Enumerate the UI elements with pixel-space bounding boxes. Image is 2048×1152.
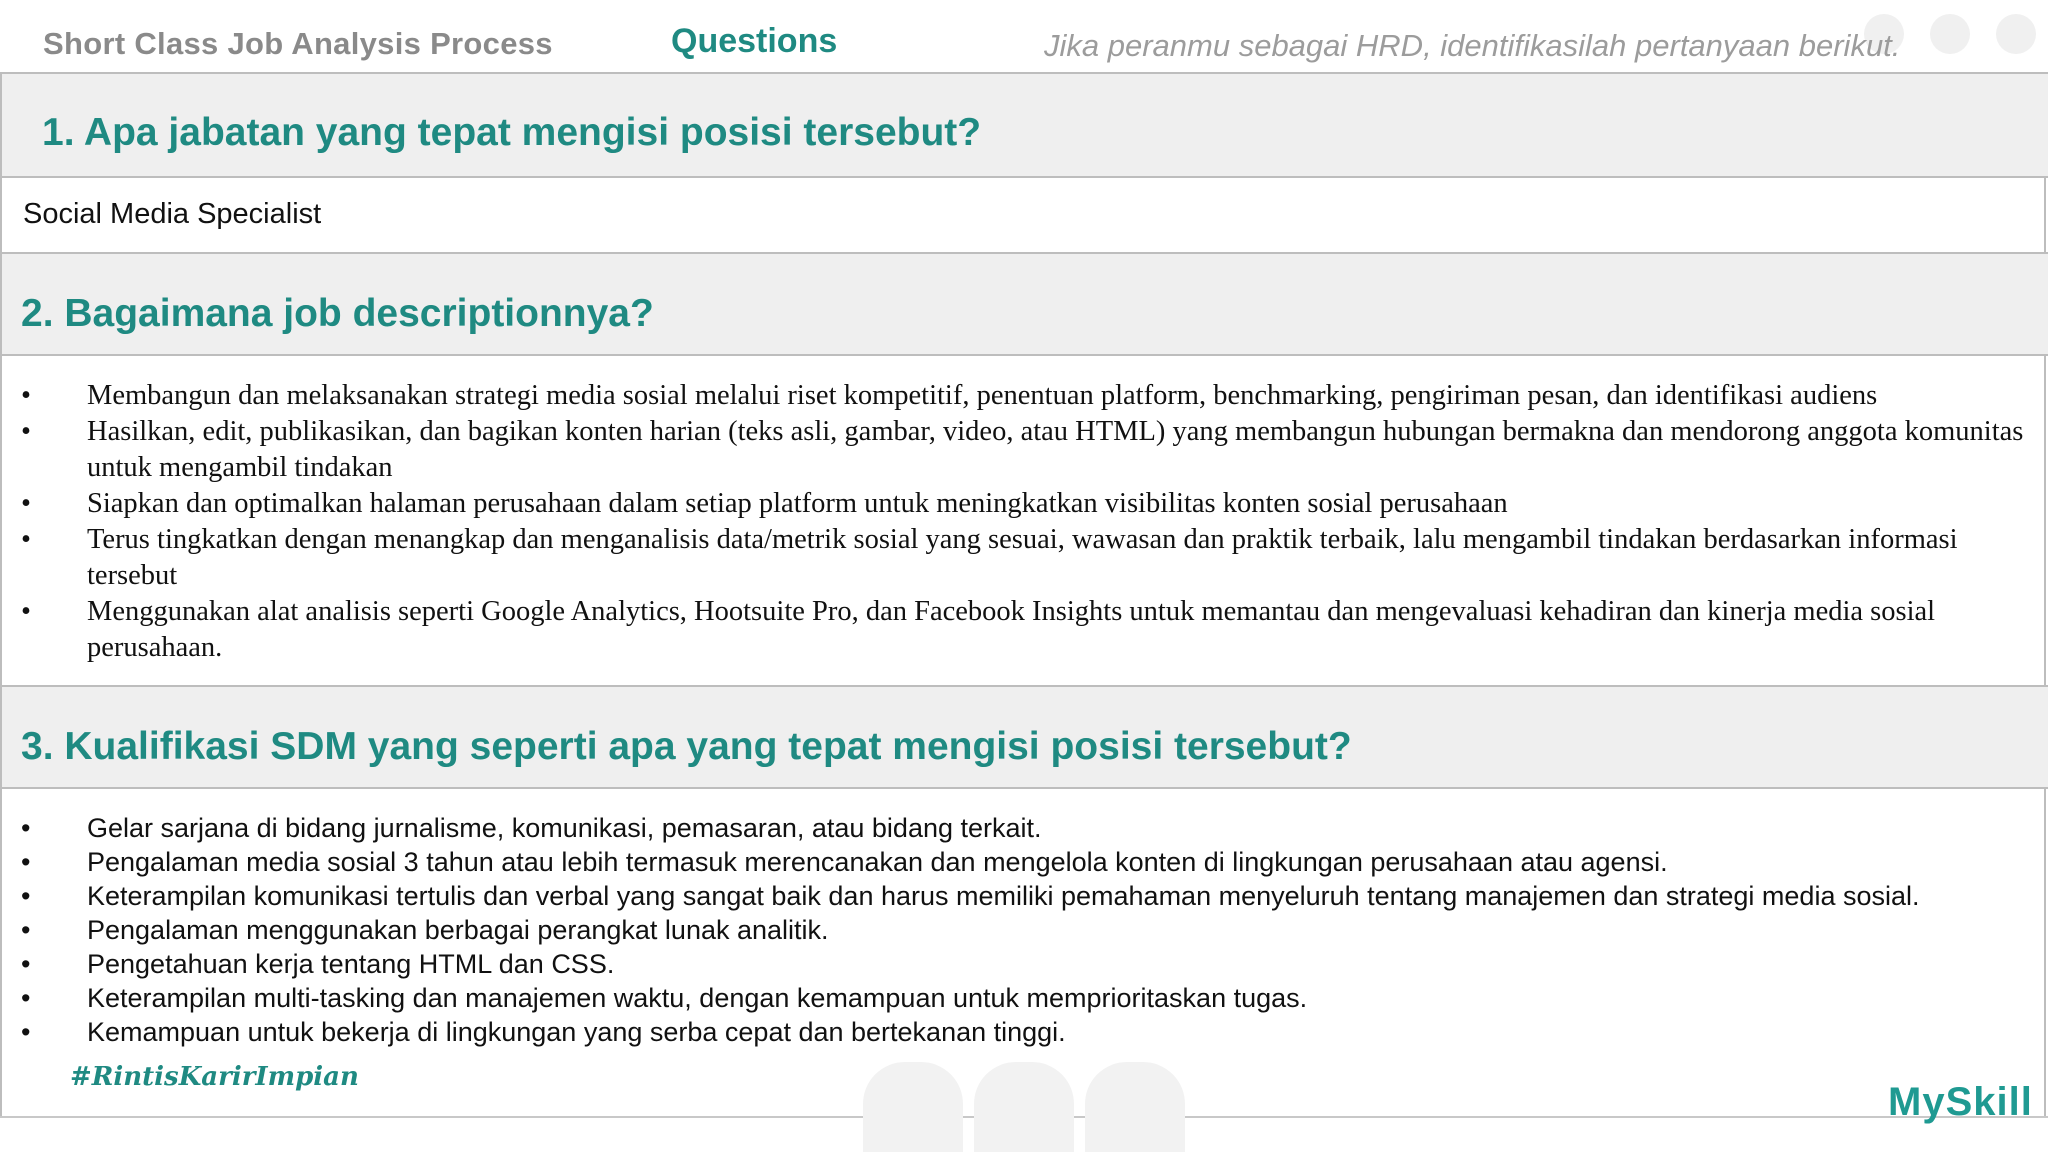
job-description-list: [2, 378, 2044, 666]
decorative-arch: [974, 1062, 1074, 1152]
list-item: • Siapkan dan optimalkan halaman perusahaan dalam setiap platform untuk meningkatkan visibilitas konten sosial perusahaan: [2, 486, 2044, 522]
list-item: • Pengalaman media sosial 3 tahun atau lebih termasuk merencanakan dan mengelola konten di lingkungan perusahaan atau agensi.: [21, 847, 1668, 877]
list-item: • Pengalaman menggunakan berbagai perangkat lunak analitik.: [21, 915, 829, 945]
decorative-dot: [1996, 14, 2036, 54]
bullet: •: [21, 596, 31, 627]
question-3-heading: 3. Kualifikasi SDM yang seperti apa yang tepat mengisi posisi tersebut?: [21, 725, 1352, 768]
decorative-arch: [1085, 1062, 1185, 1152]
bullet: •: [21, 380, 31, 411]
question-1-heading: 1. Apa jabatan yang tepat mengisi posisi tersebut?: [42, 111, 982, 154]
bullet: •: [21, 915, 31, 945]
bullet: •: [21, 983, 31, 1013]
bullet: •: [21, 813, 31, 843]
bullet: •: [21, 1017, 31, 1047]
instruction-text: Jika peranmu sebagai HRD, identifikasilah pertanyaan berikut.: [1044, 28, 1901, 63]
bullet: •: [21, 949, 31, 979]
list-item: • Keterampilan multi-tasking dan manajemen waktu, dengan kemampuan untuk memprioritaskan tugas.: [21, 983, 1308, 1013]
list-item: • Keterampilan komunikasi tertulis dan verbal yang sangat baik dan harus memiliki pemahaman menyeluruh tentang manajemen dan strategi media sosial.: [21, 881, 1920, 911]
question-3-bar: [2, 685, 2048, 789]
hashtag: #RintisKarirImpian: [70, 1062, 359, 1092]
bullet: •: [21, 524, 31, 555]
qualification-list: [2, 811, 2044, 1049]
decorative-dot: [1930, 14, 1970, 54]
question-2-heading: 2. Bagaimana job descriptionnya?: [21, 292, 654, 335]
list-item: • Menggunakan alat analisis seperti Google Analytics, Hootsuite Pro, dan Facebook Insights untuk memantau dan mengevaluasi kehadiran dan kinerja media sosial perusahaan.: [21, 596, 1936, 663]
list-item: • Membangun dan melaksanakan strategi media sosial melalui riset kompetitif, penentuan platform, benchmarking, pengiriman pesan, dan identifikasi audiens: [2, 378, 2044, 414]
page-title: Short Class Job Analysis Process: [43, 26, 553, 61]
list-item: • Hasilkan, edit, publikasikan, dan bagikan konten harian (teks asli, gambar, video, atau HTML) yang membangun hubungan bermakna dan mendorong anggota komunitas untuk mengambil tindakan: [21, 416, 2024, 483]
list-item: • Gelar sarjana di bidang jurnalisme, komunikasi, pemasaran, atau bidang terkait.: [21, 813, 1042, 843]
question-2-bar: [2, 252, 2048, 356]
bullet: •: [21, 881, 31, 911]
section-label: Questions: [671, 22, 838, 60]
decorative-arch: [863, 1062, 963, 1152]
question-1-bar: [2, 72, 2048, 178]
list-item: • Terus tingkatkan dengan menangkap dan menganalisis data/metrik sosial yang sesuai, wawasan dan praktik terbaik, lalu mengambil tindakan berdasarkan informasi tersebut: [21, 524, 1958, 591]
brand-logo: MySkill: [1888, 1080, 2033, 1124]
list-item: • Pengetahuan kerja tentang HTML dan CSS.: [21, 949, 615, 979]
list-item: • Kemampuan untuk bekerja di lingkungan yang serba cepat dan bertekanan tinggi.: [21, 1017, 1066, 1047]
bullet: •: [21, 488, 31, 519]
bullet: •: [21, 416, 31, 447]
question-1-answer: Social Media Specialist: [23, 198, 322, 230]
bullet: •: [21, 847, 31, 877]
content-frame: [0, 72, 2046, 1116]
